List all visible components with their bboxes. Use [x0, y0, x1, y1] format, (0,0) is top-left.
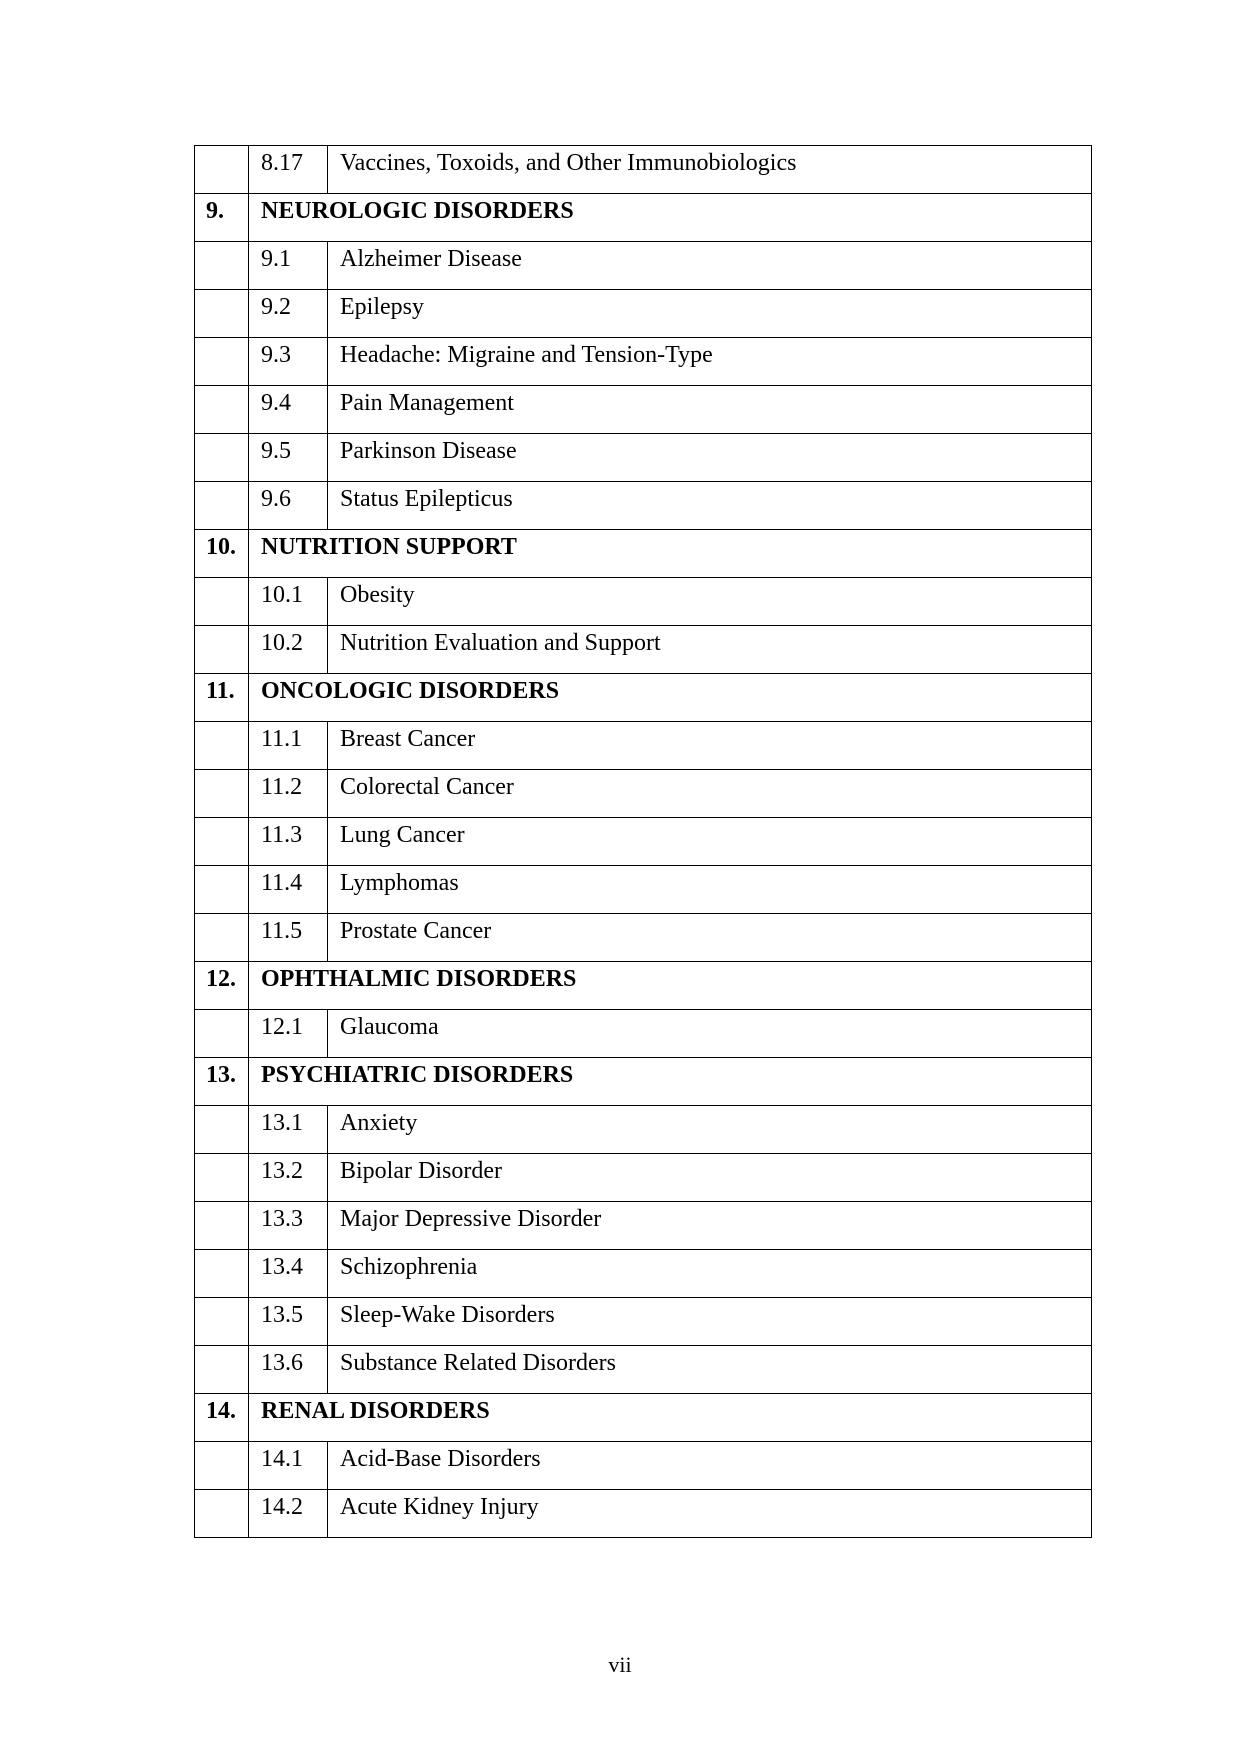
item-title: Pain Management	[340, 390, 514, 416]
item-number-cell	[249, 866, 328, 914]
item-title-cell	[328, 1106, 1092, 1154]
item-row	[195, 722, 1092, 770]
item-row	[195, 1154, 1092, 1202]
item-title: Breast Cancer	[340, 726, 476, 752]
item-number-cell	[249, 818, 328, 866]
blank-cell	[195, 1106, 249, 1154]
item-title-cell	[328, 434, 1092, 482]
item-title: Major Depressive Disorder	[340, 1206, 602, 1232]
item-row	[195, 1346, 1092, 1394]
item-title: Anxiety	[340, 1110, 418, 1136]
item-number-cell	[249, 1202, 328, 1250]
item-row	[195, 290, 1092, 338]
page-number: vii	[608, 1652, 632, 1677]
section-row	[195, 194, 1092, 242]
blank-cell	[195, 1250, 249, 1298]
item-title-cell	[328, 770, 1092, 818]
item-number: 11.1	[261, 726, 303, 752]
section-row	[195, 1394, 1092, 1442]
blank-cell	[195, 434, 249, 482]
item-number-cell	[249, 578, 328, 626]
blank-cell	[195, 722, 249, 770]
item-row	[195, 818, 1092, 866]
item-number: 13.3	[261, 1206, 303, 1232]
section-title-cell	[249, 962, 1092, 1010]
blank-cell	[195, 1298, 249, 1346]
section-number: 12.	[206, 966, 236, 992]
item-title-cell	[328, 818, 1092, 866]
item-row	[195, 1202, 1092, 1250]
blank-cell	[195, 482, 249, 530]
item-number-cell	[249, 1106, 328, 1154]
item-title-cell	[328, 1298, 1092, 1346]
item-number: 11.3	[261, 822, 303, 848]
item-title: Vaccines, Toxoids, and Other Immunobiologics	[340, 150, 797, 176]
item-title-cell	[328, 1490, 1092, 1538]
item-row	[195, 242, 1092, 290]
section-row	[195, 674, 1092, 722]
blank-cell	[195, 242, 249, 290]
item-title: Acute Kidney Injury	[340, 1494, 539, 1520]
blank-cell	[195, 1490, 249, 1538]
item-title: Lung Cancer	[340, 822, 465, 848]
section-title: RENAL DISORDERS	[261, 1398, 490, 1424]
item-row	[195, 1010, 1092, 1058]
item-number-cell	[249, 1154, 328, 1202]
item-title: Prostate Cancer	[340, 918, 492, 944]
item-title: Acid-Base Disorders	[340, 1446, 541, 1472]
item-number: 11.2	[261, 774, 303, 800]
section-title: ONCOLOGIC DISORDERS	[261, 678, 560, 704]
item-title-cell	[328, 866, 1092, 914]
item-number: 9.3	[261, 342, 291, 368]
blank-cell	[195, 1154, 249, 1202]
item-number-cell	[249, 1442, 328, 1490]
item-number: 9.4	[261, 390, 291, 416]
item-number-cell	[249, 722, 328, 770]
item-title-cell	[328, 1346, 1092, 1394]
item-title: Headache: Migraine and Tension-Type	[340, 342, 713, 368]
item-number: 13.1	[261, 1110, 303, 1136]
item-number: 10.1	[261, 582, 303, 608]
item-number-cell	[249, 1490, 328, 1538]
item-number: 13.5	[261, 1302, 303, 1328]
section-title: OPHTHALMIC DISORDERS	[261, 966, 577, 992]
item-number-cell	[249, 1298, 328, 1346]
item-title-cell	[328, 290, 1092, 338]
item-number: 13.2	[261, 1158, 303, 1184]
item-title-cell	[328, 1202, 1092, 1250]
blank-cell	[195, 914, 249, 962]
section-number: 10.	[206, 534, 236, 560]
item-number-cell	[249, 146, 328, 194]
toc-body	[195, 146, 1092, 1538]
item-title-cell	[328, 386, 1092, 434]
item-number-cell	[249, 914, 328, 962]
item-title-cell	[328, 1010, 1092, 1058]
item-number: 13.4	[261, 1254, 303, 1280]
section-row	[195, 530, 1092, 578]
item-number: 9.5	[261, 438, 291, 464]
item-row	[195, 146, 1092, 194]
section-title: PSYCHIATRIC DISORDERS	[261, 1062, 574, 1088]
blank-cell	[195, 146, 249, 194]
item-title: Parkinson Disease	[340, 438, 517, 464]
item-number: 9.6	[261, 486, 291, 512]
item-number-cell	[249, 338, 328, 386]
item-row	[195, 338, 1092, 386]
item-title-cell	[328, 1154, 1092, 1202]
item-title: Glaucoma	[340, 1014, 439, 1040]
item-title-cell	[328, 722, 1092, 770]
item-row	[195, 1490, 1092, 1538]
blank-cell	[195, 626, 249, 674]
item-title: Obesity	[340, 582, 415, 608]
item-number: 11.5	[261, 918, 303, 944]
blank-cell	[195, 338, 249, 386]
table-of-contents	[194, 145, 1092, 1538]
item-number: 11.4	[261, 870, 303, 896]
item-title-cell	[328, 578, 1092, 626]
section-row	[195, 1058, 1092, 1106]
item-number-cell	[249, 626, 328, 674]
item-title: Lymphomas	[340, 870, 459, 896]
item-number: 14.1	[261, 1446, 303, 1472]
section-title-cell	[249, 1058, 1092, 1106]
section-title-cell	[249, 1394, 1092, 1442]
item-row	[195, 482, 1092, 530]
item-row	[195, 1298, 1092, 1346]
item-title: Sleep-Wake Disorders	[340, 1302, 555, 1328]
item-row	[195, 578, 1092, 626]
item-title-cell	[328, 914, 1092, 962]
item-number: 13.6	[261, 1350, 303, 1376]
section-title-cell	[249, 674, 1092, 722]
item-number-cell	[249, 434, 328, 482]
item-row	[195, 1106, 1092, 1154]
item-number: 9.2	[261, 294, 291, 320]
section-title: NUTRITION SUPPORT	[261, 534, 517, 560]
item-number: 12.1	[261, 1014, 303, 1040]
item-title: Epilepsy	[340, 294, 424, 320]
item-row	[195, 1250, 1092, 1298]
section-row	[195, 962, 1092, 1010]
section-number-cell	[195, 674, 249, 722]
section-title: NEUROLOGIC DISORDERS	[261, 198, 574, 224]
item-title-cell	[328, 1442, 1092, 1490]
blank-cell	[195, 1010, 249, 1058]
item-row	[195, 770, 1092, 818]
item-title: Alzheimer Disease	[340, 246, 522, 272]
item-number: 9.1	[261, 246, 291, 272]
item-number-cell	[249, 1346, 328, 1394]
item-number-cell	[249, 242, 328, 290]
item-number-cell	[249, 482, 328, 530]
item-title-cell	[328, 482, 1092, 530]
item-row	[195, 866, 1092, 914]
blank-cell	[195, 386, 249, 434]
section-title-cell	[249, 194, 1092, 242]
item-number-cell	[249, 1010, 328, 1058]
blank-cell	[195, 770, 249, 818]
item-title-cell	[328, 626, 1092, 674]
item-row	[195, 626, 1092, 674]
item-number-cell	[249, 1250, 328, 1298]
item-title-cell	[328, 1250, 1092, 1298]
item-title: Bipolar Disorder	[340, 1158, 502, 1184]
section-number: 14.	[206, 1398, 236, 1424]
section-number-cell	[195, 962, 249, 1010]
item-row	[195, 434, 1092, 482]
blank-cell	[195, 578, 249, 626]
item-title: Status Epilepticus	[340, 486, 513, 512]
item-title: Colorectal Cancer	[340, 774, 514, 800]
blank-cell	[195, 1346, 249, 1394]
section-number-cell	[195, 530, 249, 578]
blank-cell	[195, 1442, 249, 1490]
item-number-cell	[249, 386, 328, 434]
section-number-cell	[195, 1394, 249, 1442]
item-title: Schizophrenia	[340, 1254, 478, 1280]
item-row	[195, 386, 1092, 434]
section-number: 9.	[206, 198, 224, 224]
section-number-cell	[195, 194, 249, 242]
item-title-cell	[328, 146, 1092, 194]
section-number: 13.	[206, 1062, 236, 1088]
blank-cell	[195, 866, 249, 914]
section-number: 11.	[206, 678, 235, 704]
item-number-cell	[249, 290, 328, 338]
section-title-cell	[249, 530, 1092, 578]
item-number-cell	[249, 770, 328, 818]
blank-cell	[195, 818, 249, 866]
item-title-cell	[328, 338, 1092, 386]
item-title: Nutrition Evaluation and Support	[340, 630, 661, 656]
item-number: 8.17	[261, 150, 303, 176]
blank-cell	[195, 1202, 249, 1250]
item-title: Substance Related Disorders	[340, 1350, 616, 1376]
item-row	[195, 914, 1092, 962]
section-number-cell	[195, 1058, 249, 1106]
item-number: 14.2	[261, 1494, 303, 1520]
blank-cell	[195, 290, 249, 338]
item-number: 10.2	[261, 630, 303, 656]
item-title-cell	[328, 242, 1092, 290]
item-row	[195, 1442, 1092, 1490]
